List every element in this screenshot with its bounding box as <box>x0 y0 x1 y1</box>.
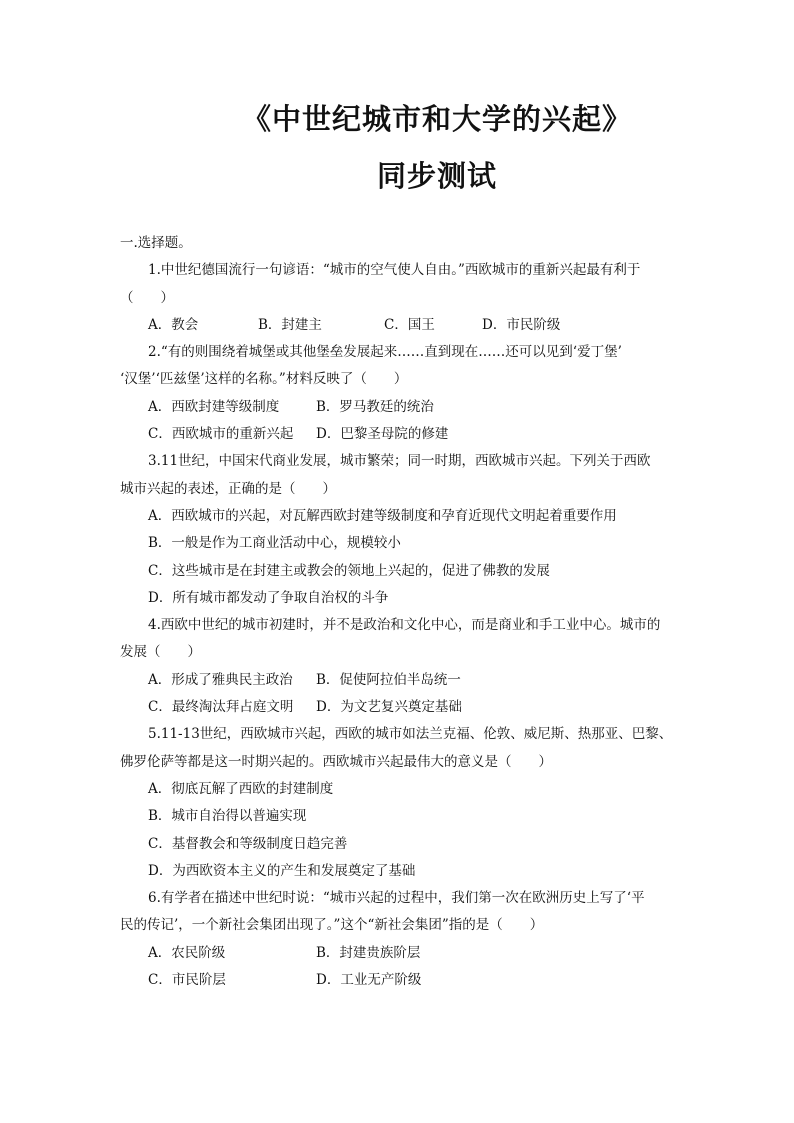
question-2-options-row-1 <box>120 394 680 421</box>
question-5 <box>120 721 680 885</box>
question-4-option-a[interactable]: A．形成了雅典民主政治 <box>148 671 293 688</box>
question-5-option-d[interactable]: D．为西欧资本主义的产生和发展奠定了基础 <box>148 862 416 879</box>
question-4-option-b[interactable]: B．促使阿拉伯半岛统一 <box>316 671 461 688</box>
question-1-option-b[interactable]: B．封建主 <box>258 316 322 333</box>
question-1-option-d[interactable]: D．市民阶级 <box>482 316 561 333</box>
question-5-option-b[interactable]: B．城市自治得以普遍实现 <box>148 808 307 825</box>
question-4-option-c[interactable]: C．最终淘汰拜占庭文明 <box>148 699 294 716</box>
document-title: 《中世纪城市和大学的兴起》 <box>241 102 632 136</box>
question-2 <box>120 339 680 448</box>
question-2-option-d[interactable]: D．巴黎圣母院的修建 <box>316 426 449 443</box>
question-3-option-d[interactable]: D．所有城市都发动了争取自治权的斗争 <box>148 589 389 606</box>
document-subtitle: 同步测试 <box>376 159 497 193</box>
question-1-option-c[interactable]: C．国王 <box>384 316 435 333</box>
question-2-option-b[interactable]: B．罗马教廷的统治 <box>316 398 434 415</box>
question-5-stem-line-1: 5.11-13世纪，西欧城市兴起，西欧的城市如法兰克福、伦敦、威尼斯、热那亚、巴黎、 <box>148 726 673 743</box>
question-6-stem-line-1: 6.有学者在描述中世纪时说：“城市兴起的过程中，我们第一次在欧洲历史上写了‘平 <box>148 890 645 907</box>
question-6-option-b[interactable]: B．封建贵族阶层 <box>316 944 421 961</box>
question-5-option-c[interactable]: C．基督教会和等级制度日趋完善 <box>148 835 348 852</box>
question-1-options <box>120 312 680 339</box>
question-2-option-a[interactable]: A．西欧封建等级制度 <box>148 398 280 415</box>
question-4 <box>120 612 680 721</box>
section-heading: 一.选择题。 <box>120 235 192 251</box>
question-1-stem-line-1: 1.中世纪德国流行一句谚语：“城市的空气使人自由。”西欧城市的重新兴起最有利于 <box>148 262 641 279</box>
question-4-stem-line-2: 发展（ ） <box>120 644 201 661</box>
question-3-option-b[interactable]: B．一般是作为工商业活动中心，规模较小 <box>148 535 401 552</box>
question-3-option-c[interactable]: C．这些城市是在封建主或教会的领地上兴起的，促进了佛教的发展 <box>148 562 550 579</box>
question-1-option-a[interactable]: A．教会 <box>148 316 199 333</box>
question-6-option-a[interactable]: A．农民阶级 <box>148 944 226 961</box>
question-6-options-row-1 <box>120 940 680 967</box>
question-2-option-c[interactable]: C．西欧城市的重新兴起 <box>148 426 294 443</box>
question-1 <box>120 257 680 339</box>
document-body <box>120 230 680 994</box>
question-6 <box>120 885 680 994</box>
question-4-stem-line-1: 4.西欧中世纪的城市初建时，并不是政治和文化中心，而是商业和手工业中心。城市的 <box>148 617 661 634</box>
question-4-options-row-1 <box>120 667 680 694</box>
question-1-stem-line-2: （ ） <box>120 289 174 306</box>
question-6-option-c[interactable]: C．市民阶层 <box>148 972 226 989</box>
question-3-stem-line-1: 3.11世纪，中国宋代商业发展，城市繁荣；同一时期，西欧城市兴起。下列关于西欧 <box>148 453 651 470</box>
question-4-option-d[interactable]: D．为文艺复兴奠定基础 <box>316 699 462 716</box>
question-5-option-a[interactable]: A．彻底瓦解了西欧的封建制度 <box>148 780 334 797</box>
question-2-stem-line-1: 2.“有的则围绕着城堡或其他堡垒发展起来……直到现在……还可以见到‘爱丁堡’ <box>148 344 622 361</box>
question-2-stem-line-2: ‘汉堡’‘匹兹堡’这样的名称。”材料反映了（ ） <box>120 371 408 388</box>
question-3-option-a[interactable]: A．西欧城市的兴起，对瓦解西欧封建等级制度和孕育近现代文明起着重要作用 <box>148 507 617 524</box>
question-5-stem-line-2: 佛罗伦萨等都是这一时期兴起的。西欧城市兴起最伟大的意义是（ ） <box>120 753 552 770</box>
question-6-options-row-2 <box>120 967 680 994</box>
question-6-stem-line-2: 民的传记’，一个新社会集团出现了。”这个“新社会集团”指的是（ ） <box>120 917 544 934</box>
question-3-stem-line-2: 城市兴起的表述，正确的是（ ） <box>120 480 336 497</box>
question-3 <box>120 448 680 612</box>
question-6-option-d[interactable]: D．工业无产阶级 <box>316 972 422 989</box>
question-2-options-row-2 <box>120 421 680 448</box>
question-4-options-row-2 <box>120 694 680 721</box>
